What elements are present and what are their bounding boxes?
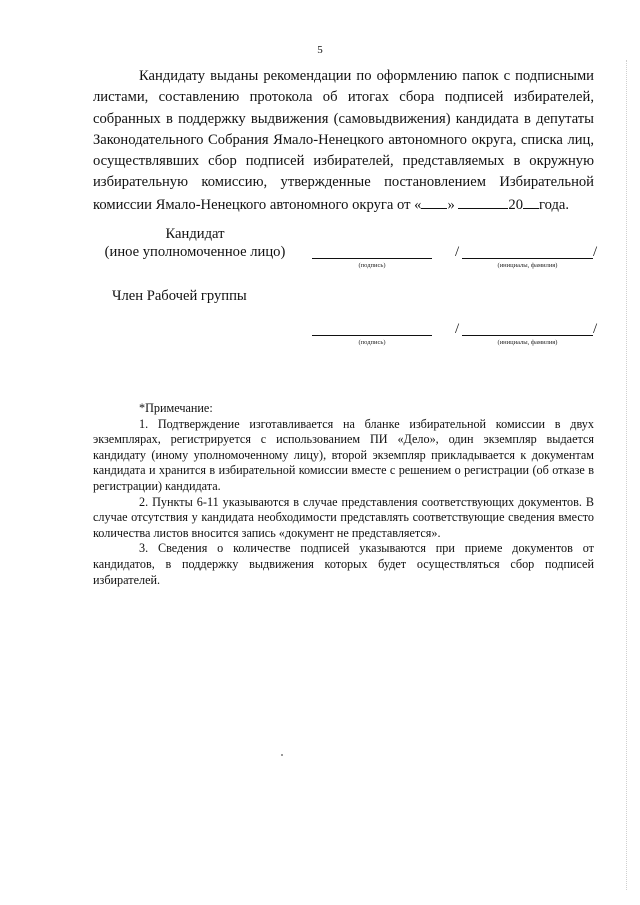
paragraph-text: Кандидату выданы рекомендации по оформлению папок с подписными листами, составлению протокола об итогах сбора подписей избирателей, собранных в поддержку выдвижения (самовыдвижения) кандидата в депутаты Законодательного Собрания Ямало-Ненецкого автономного округа, списка лиц, осуществлявших сбор подписей избирателей, представляемых в окружную избирательную комиссию, утвержденные постановлением Избирательной комиссии Ямало-Ненецкого автономного округа от «	[93, 68, 594, 213]
note-item: 3. Сведения о количестве подписей указываются при приеме документов от кандидатов, в поддержку выдвижения которых будет осуществляться сбор подписей избирателей.	[93, 541, 594, 587]
candidate-signature-caption: (подпись)	[358, 262, 386, 269]
working-group-member-label: Член Рабочей группы	[112, 288, 247, 304]
note-item: 2. Пункты 6-11 указываются в случае представления соответствующих документов. В случае отсутствия у кандидата необходимости представлять соответствующие сведения вместо количества листов вносится запись «документ не представляется».	[93, 494, 594, 540]
date-month-blank[interactable]	[458, 194, 508, 209]
scan-speck	[281, 754, 283, 756]
quote-close: »	[447, 196, 455, 213]
date-day-blank[interactable]	[421, 194, 447, 209]
page-number: 5	[317, 44, 323, 56]
candidate-signature-line[interactable]	[312, 258, 432, 259]
notes-title: *Примечание:	[139, 401, 213, 415]
member-name-slash-right: /	[593, 321, 598, 337]
candidate-name-line[interactable]	[462, 258, 593, 259]
note-item: 1. Подтверждение изготавливается на бланке избирательной комиссии в двух экземплярах, регистрируется с использованием ПИ «Дело», один экземпляр выдается кандидату (иному уполномоченному лицу), второй экземпляр прикладывается к документам кандидата и хранится в избирательной комиссии вместе с решением о регистрации (об отказе в регистрации) кандидата.	[93, 416, 594, 493]
member-signature-caption: (подпись)	[358, 339, 386, 346]
candidate-name-slash-left: /	[455, 244, 460, 260]
notes-section	[93, 401, 594, 588]
candidate-label: Кандидат	[165, 226, 225, 242]
candidate-name-slash-right: /	[593, 244, 598, 260]
member-name-slash-left: /	[455, 321, 460, 337]
date-year-blank[interactable]	[523, 194, 539, 209]
candidate-name-caption: (инициалы, фамилия)	[497, 262, 558, 269]
year-prefix: 20	[508, 196, 523, 213]
member-name-caption: (инициалы, фамилия)	[497, 339, 558, 346]
year-suffix: года.	[538, 196, 570, 213]
recommendations-paragraph	[93, 66, 594, 216]
member-name-line[interactable]	[462, 335, 593, 336]
candidate-label-sub: (иное уполномоченное лицо)	[104, 244, 286, 260]
scan-edge-marks	[626, 60, 631, 890]
member-signature-line[interactable]	[312, 335, 432, 336]
